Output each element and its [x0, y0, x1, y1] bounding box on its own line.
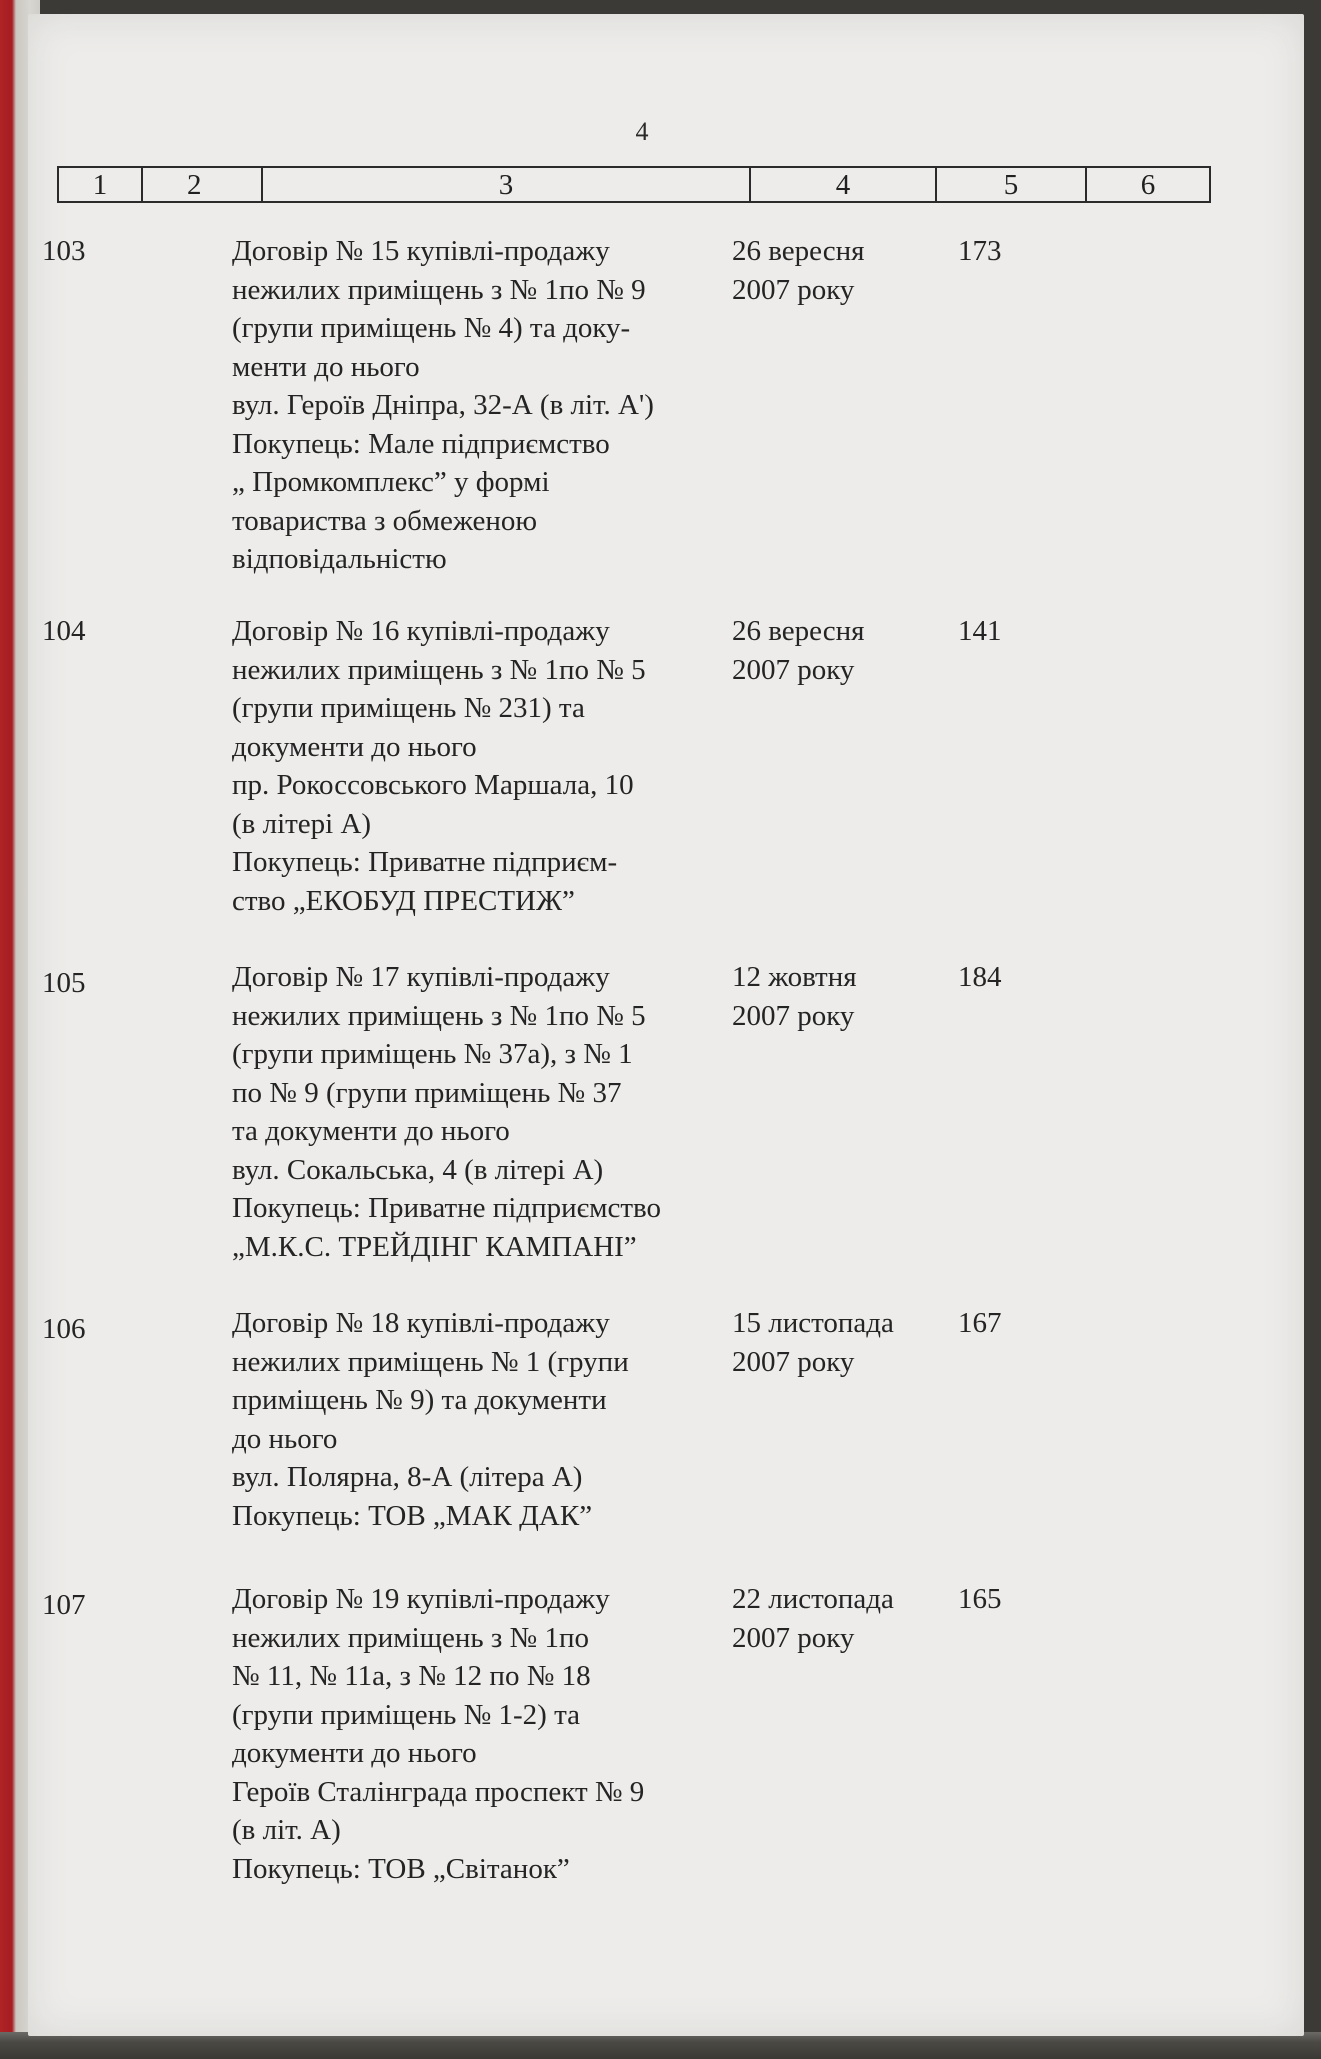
row-pages: 167 [958, 1307, 1002, 1339]
description-line: Договір № 16 купівлі-продажу [232, 615, 610, 647]
description-line: Договір № 19 купівлі-продажу [232, 1583, 610, 1615]
description-line: Покупець: Приватне підприєм- [232, 846, 618, 878]
row-date [732, 612, 962, 689]
row-description [232, 958, 752, 1266]
row-pages: 173 [958, 235, 1002, 267]
description-line: (в літері А) [232, 807, 372, 840]
row-description [232, 1580, 752, 1888]
column-header-6: 6 [1140, 169, 1156, 201]
description-line: відповідальністю [232, 543, 447, 575]
description-line: товариства з обмеженою [232, 504, 538, 537]
description-line: документи до нього [232, 730, 477, 763]
description-line: по № 9 (групи приміщень № 37 [232, 1076, 622, 1109]
row-number: 103 [42, 235, 86, 267]
description-line: Договір № 15 купівлі-продажу [232, 235, 610, 267]
description-line: вул. Сокальська, 4 (в літері А) [232, 1153, 604, 1186]
column-header-1: 1 [59, 168, 143, 201]
document-page [28, 14, 1304, 2036]
description-line: нежилих приміщень з № 1по № 5 [232, 999, 646, 1032]
date-line: 2007 року [732, 1345, 855, 1378]
description-line: нежилих приміщень № 1 (групи [232, 1345, 629, 1378]
date-line: 2007 року [732, 1621, 855, 1654]
column-header-5: 5 [937, 168, 1087, 201]
description-line: нежилих приміщень з № 1по [232, 1621, 589, 1654]
description-line: (групи приміщень № 37а), з № 1 [232, 1038, 633, 1070]
row-date [732, 958, 962, 1035]
description-line: Покупець: Приватне підприємство [232, 1192, 661, 1224]
row-date [732, 1580, 962, 1657]
row-pages: 184 [958, 961, 1002, 993]
description-line: № 11, № 11а, з № 12 по № 18 [232, 1660, 591, 1692]
description-line: „М.К.С. ТРЕЙДІНГ КАМПАНІ” [232, 1230, 637, 1263]
date-line: 2007 року [732, 999, 855, 1032]
column-header-2: 2 [143, 168, 263, 201]
background-strip [0, 2032, 1321, 2059]
description-line: „ Промкомплекс” у формі [232, 466, 550, 498]
description-line: та документи до нього [232, 1115, 510, 1147]
description-line: Покупець: ТОВ „МАК ДАК” [232, 1499, 593, 1532]
description-line: вул. Полярна, 8-А (літера А) [232, 1461, 583, 1493]
row-pages: 165 [958, 1583, 1002, 1615]
date-line: 15 листопада [732, 1307, 894, 1339]
description-line: документи до нього [232, 1737, 477, 1769]
date-line: 2007 року [732, 273, 855, 306]
row-description [232, 612, 752, 920]
date-line: 2007 року [732, 653, 855, 686]
row-description [232, 1304, 752, 1535]
row-date [732, 1304, 962, 1381]
date-line: 22 листопада [732, 1583, 894, 1615]
description-line: Договір № 17 купівлі-продажу [232, 961, 610, 993]
row-number: 107 [42, 1589, 86, 1621]
description-line: пр. Рокоссовського Маршала, 10 [232, 769, 634, 801]
page-number: 4 [635, 117, 649, 146]
description-line: Покупець: ТОВ „Світанок” [232, 1852, 570, 1885]
description-line: (групи приміщень № 4) та доку- [232, 312, 631, 344]
row-date [732, 232, 962, 309]
description-line: (в літ. А) [232, 1814, 341, 1846]
row-number: 105 [42, 967, 86, 999]
row-description [232, 232, 752, 579]
description-line: Героїв Сталінграда проспект № 9 [232, 1775, 645, 1808]
date-line: 26 вересня [732, 615, 865, 647]
description-line: (групи приміщень № 231) та [232, 692, 585, 724]
description-line: ство „ЕКОБУД ПРЕСТИЖ” [232, 884, 575, 917]
date-line: 26 вересня [732, 235, 865, 267]
date-line: 12 жовтня [732, 961, 857, 993]
description-line: вул. Героїв Дніпра, 32-А (в літ. А') [232, 389, 654, 421]
description-line: приміщень № 9) та документи [232, 1384, 607, 1416]
description-line: до нього [232, 1422, 338, 1455]
description-line: нежилих приміщень з № 1по № 9 [232, 273, 646, 306]
description-line: Покупець: Мале підприємство [232, 427, 610, 460]
row-number: 106 [42, 1313, 86, 1345]
row-pages: 141 [958, 615, 1002, 647]
column-header-4: 4 [751, 168, 937, 201]
description-line: нежилих приміщень з № 1по № 5 [232, 653, 646, 686]
description-line: Договір № 18 купівлі-продажу [232, 1307, 610, 1339]
column-header-3: 3 [263, 168, 751, 201]
row-number: 104 [42, 615, 86, 647]
column-header-row [57, 166, 1211, 203]
description-line: менти до нього [232, 350, 420, 383]
description-line: (групи приміщень № 1-2) та [232, 1698, 580, 1731]
